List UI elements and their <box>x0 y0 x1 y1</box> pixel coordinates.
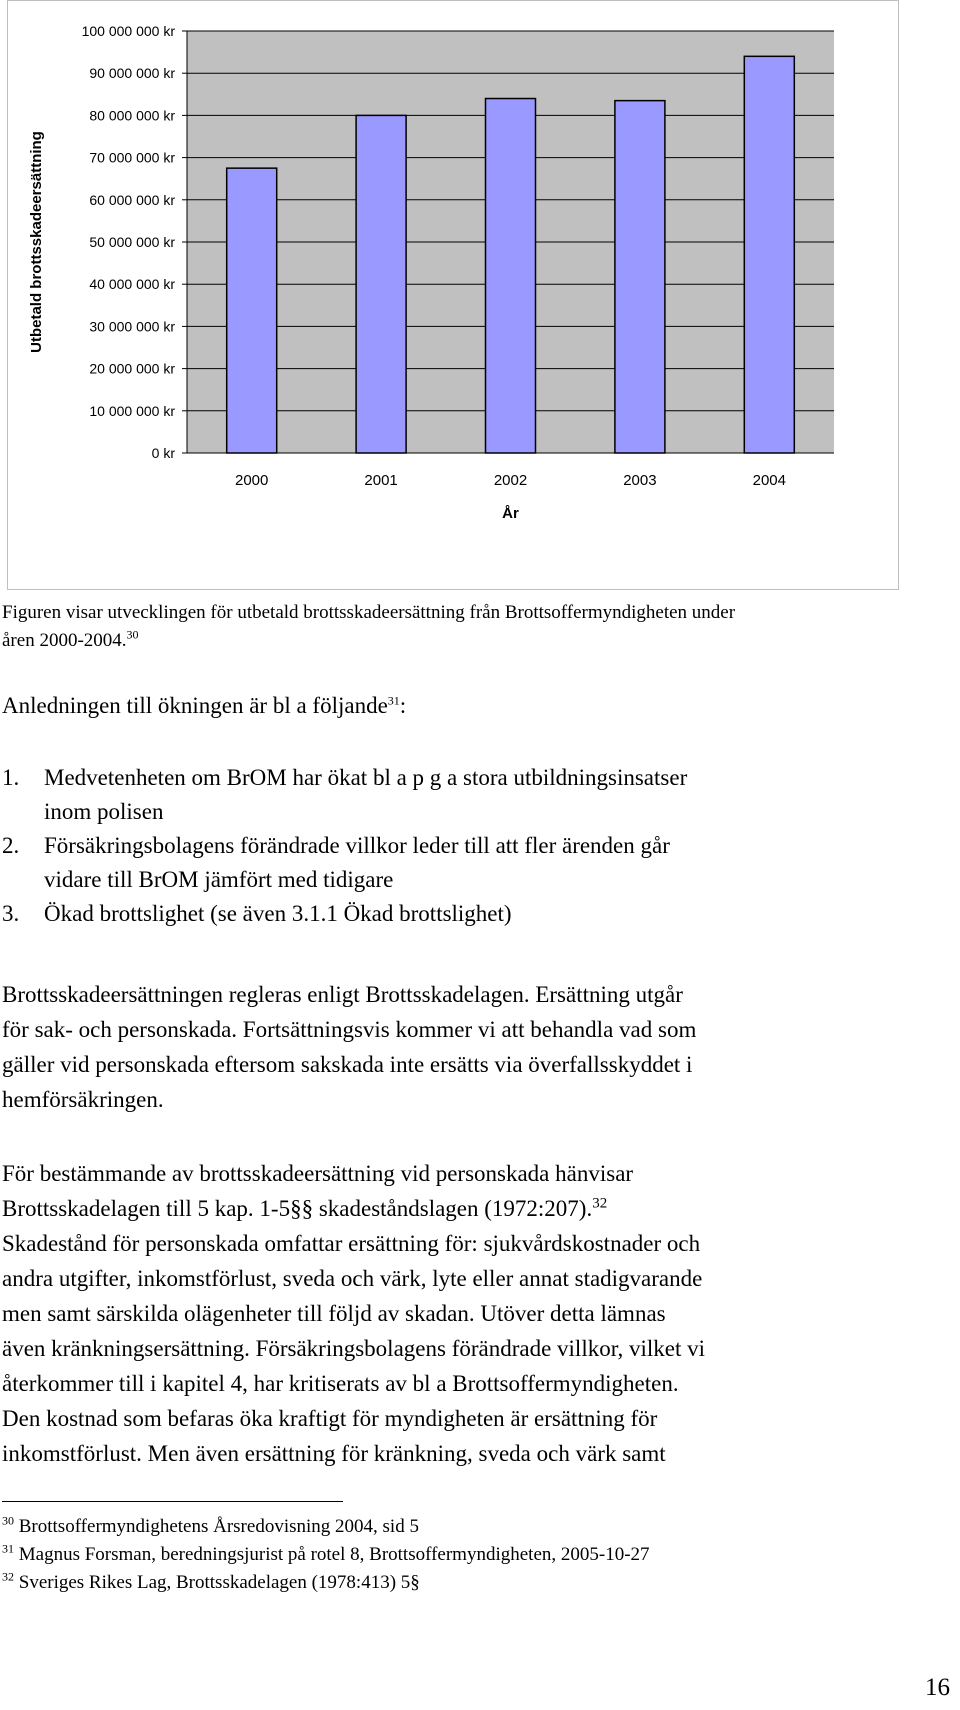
heading-tail: : <box>399 693 407 718</box>
list-line: vidare till BrOM jämfört med tidigare <box>44 867 394 892</box>
paragraph-line: för sak- och personskada. Fortsättningsvis kommer vi att behandla vad som <box>2 1017 697 1042</box>
y-tick-label: 70 000 000 kr <box>89 149 175 166</box>
y-tick-label: 90 000 000 kr <box>89 65 175 82</box>
footnote-ref[interactable]: 31 <box>387 693 400 708</box>
paragraph <box>2 977 952 1117</box>
footnote-text: Brottsoffermyndighetens Årsredovisning 2004, sid 5 <box>18 1516 419 1537</box>
bar <box>227 168 277 453</box>
footnote <box>2 1513 952 1541</box>
chart-svg <box>8 1 898 589</box>
footnote-text: Sveriges Rikes Lag, Brottsskadelagen (1978:413) 5§ <box>18 1572 420 1593</box>
list-line: Medvetenheten om BrOM har ökat bl a p g a stora utbildningsinsatser <box>44 765 688 790</box>
list-number: 2. <box>2 833 20 858</box>
footnote-number: 31 <box>2 1541 14 1556</box>
y-tick-label: 10 000 000 kr <box>89 402 175 419</box>
paragraph-line: även kränkningsersättning. Försäkringsbolagens förändrade villkor, vilket vi <box>2 1336 705 1361</box>
y-tick-label: 30 000 000 kr <box>89 318 175 335</box>
caption-line: åren 2000-2004. <box>2 630 127 651</box>
x-axis-title: År <box>502 505 519 522</box>
paragraph-line: Brottsskadeersättningen regleras enligt Brottsskadelagen. Ersättning utgår <box>2 982 683 1007</box>
list-line: inom polisen <box>44 799 164 824</box>
y-tick-label: 40 000 000 kr <box>89 276 175 293</box>
heading-text: Anledningen till ökningen är bl a följande <box>2 693 388 718</box>
footnote-ref[interactable]: 30 <box>126 627 139 642</box>
y-tick-label: 20 000 000 kr <box>89 360 175 377</box>
list-number: 1. <box>2 765 20 790</box>
list-line: Ökad brottslighet (se även 3.1.1 Ökad brottslighet) <box>44 901 512 926</box>
figure-caption <box>2 599 952 655</box>
bar <box>744 56 794 453</box>
footnote-separator <box>2 1501 343 1502</box>
footnote-text: Magnus Forsman, beredningsjurist på rotel 8, Brottsoffermyndigheten, 2005-10-27 <box>18 1544 650 1565</box>
y-tick-label: 80 000 000 kr <box>89 107 175 124</box>
footnote-number: 30 <box>2 1513 14 1528</box>
paragraph-line: Skadestånd för personskada omfattar ersättning för: sjukvårdskostnader och <box>2 1231 701 1256</box>
footnotes <box>2 1513 952 1597</box>
paragraph-line: hemförsäkringen. <box>2 1087 164 1112</box>
x-tick-label: 2003 <box>623 472 657 489</box>
section-heading <box>2 691 406 721</box>
y-tick-label: 50 000 000 kr <box>89 234 175 250</box>
list-number: 3. <box>2 901 20 926</box>
paragraph-line: Den kostnad som befaras öka kraftigt för myndigheten är ersättning för <box>2 1406 658 1431</box>
bar <box>486 99 536 453</box>
paragraph-line: För bestämmande av brottsskadeersättning vid personskada hänvisar <box>2 1161 634 1186</box>
paragraph-line: återkommer till i kapitel 4, har kritiserats av bl a Brottsoffermyndigheten. <box>2 1371 679 1396</box>
list-item <box>2 829 952 897</box>
bar-chart <box>7 0 899 590</box>
y-axis-title: Utbetald brottsskadeersättning <box>28 131 45 353</box>
list-item <box>2 761 952 829</box>
reasons-list <box>2 761 952 931</box>
paragraph-line: men samt särskilda olägenheter till följd av skadan. Utöver detta lämnas <box>2 1301 666 1326</box>
y-tick-label: 0 kr <box>151 445 175 461</box>
paragraph-line: andra utgifter, inkomstförlust, sveda och värk, lyte eller annat stadigvarande <box>2 1266 703 1291</box>
x-tick-label: 2001 <box>364 472 398 489</box>
x-tick-label: 2000 <box>235 472 269 489</box>
y-tick-label: 100 000 000 kr <box>81 23 175 39</box>
list-line: Försäkringsbolagens förändrade villkor leder till att fler ärenden går <box>44 833 670 858</box>
bar <box>356 115 406 453</box>
bar <box>615 101 665 453</box>
paragraph-line: Brottsskadelagen till 5 kap. 1-5§§ skadeståndslagen (1972:207). <box>2 1196 593 1221</box>
footnote <box>2 1569 952 1597</box>
y-tick-label: 60 000 000 kr <box>89 191 175 208</box>
x-tick-label: 2002 <box>493 472 528 489</box>
list-item <box>2 897 952 931</box>
x-tick-label: 2004 <box>752 472 786 489</box>
paragraph-line: gäller vid personskada eftersom sakskada inte ersätts via överfallsskyddet i <box>2 1052 693 1077</box>
page-number: 16 <box>925 1674 950 1701</box>
footnote-ref[interactable]: 32 <box>592 1195 608 1212</box>
paragraph-line: inkomstförlust. Men även ersättning för kränkning, sveda och värk samt <box>2 1441 666 1466</box>
paragraph <box>2 1156 952 1471</box>
footnote-number: 32 <box>2 1569 14 1584</box>
caption-line: Figuren visar utvecklingen för utbetald brottsskadeersättning från Brottsoffermyndigheten under <box>2 602 736 623</box>
footnote <box>2 1541 952 1569</box>
